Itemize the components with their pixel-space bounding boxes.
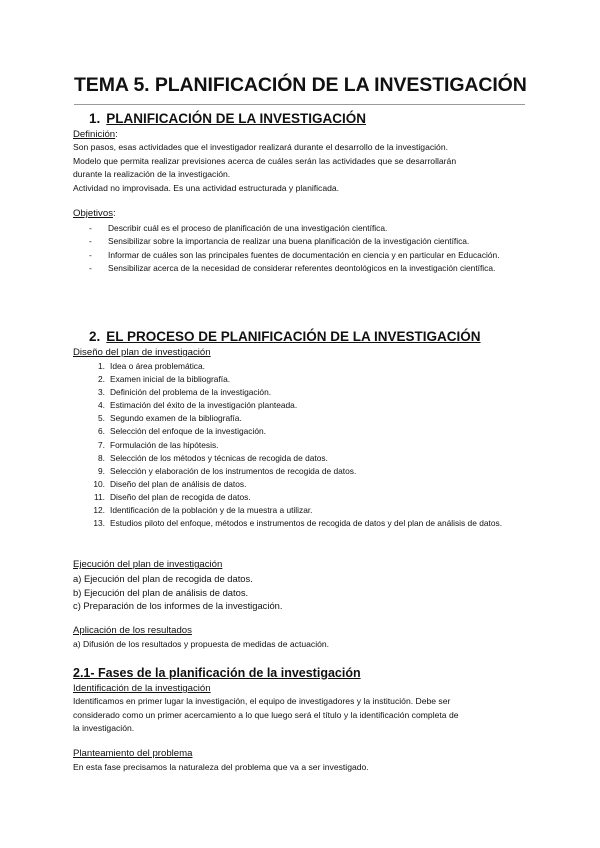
step-text: Estimación del éxito de la investigación planteada. bbox=[110, 400, 298, 411]
step-number: 5. bbox=[98, 413, 105, 424]
step-number: 6. bbox=[98, 426, 105, 437]
step-number: 8. bbox=[98, 452, 105, 463]
ejecucion-item: b) Ejecución del plan de análisis de datos. bbox=[73, 587, 249, 598]
step-text: Identificación de la población y de la muestra a utilizar. bbox=[110, 505, 313, 516]
list-item-text: Describir cuál es el proceso de planificación de una investigación científica. bbox=[108, 223, 388, 233]
section-2-heading bbox=[89, 329, 481, 344]
aplicacion-item: a) Difusión de los resultados y propuesta de medidas de actuación. bbox=[73, 639, 330, 649]
diseno-label: Diseño del plan de investigación bbox=[73, 347, 211, 358]
definicion-line: durante la realización de la investigación. bbox=[73, 169, 231, 179]
list-item bbox=[89, 386, 520, 399]
step-text: Selección del enfoque de la investigación. bbox=[110, 426, 266, 437]
step-number: 1. bbox=[98, 361, 105, 371]
step-number: 2. bbox=[98, 374, 105, 385]
identificacion-line: Identificamos en primer lugar la investigación, el equipo de investigadores y la institución. Debe ser bbox=[73, 696, 451, 706]
list-item bbox=[89, 465, 520, 478]
planteamiento-label: Planteamiento del problema bbox=[73, 748, 193, 759]
section-1-number: 1. bbox=[89, 111, 101, 126]
step-text: Examen inicial de la bibliografía. bbox=[110, 374, 231, 385]
step-text: Selección de los métodos y técnicas de recogida de datos. bbox=[110, 452, 328, 463]
step-number: 13. bbox=[93, 518, 105, 529]
list-item bbox=[89, 452, 520, 465]
step-number: 9. bbox=[98, 465, 105, 476]
list-item bbox=[89, 504, 520, 517]
step-text: Formulación de las hipótesis. bbox=[110, 439, 219, 450]
identificacion-line: considerado como un primer acercamiento a lo que luego será el título y la identificación completa de bbox=[73, 710, 459, 720]
definicion-line: Modelo que permita realizar previsiones acerca de cuáles serán las actividades que se desarrollarán bbox=[73, 156, 457, 166]
list-item bbox=[89, 262, 528, 275]
ejecucion-item: c) Preparación de los informes de la investigación. bbox=[73, 600, 283, 611]
list-item bbox=[89, 399, 520, 412]
list-item bbox=[89, 222, 528, 235]
ejecucion-label: Ejecución del plan de investigación bbox=[73, 559, 223, 570]
objetivos-label bbox=[73, 208, 116, 219]
ejecucion-item: a) Ejecución del plan de recogida de datos. bbox=[73, 573, 253, 584]
step-text: Diseño del plan de recogida de datos. bbox=[110, 491, 251, 502]
objetivos-list bbox=[89, 222, 528, 276]
step-number: 12. bbox=[93, 505, 105, 516]
list-item bbox=[89, 439, 520, 452]
step-number: 4. bbox=[98, 400, 105, 411]
step-text: Selección y elaboración de los instrumentos de recogida de datos. bbox=[110, 465, 357, 476]
dash-bullet: - bbox=[89, 223, 92, 233]
identificacion-line: la investigación. bbox=[73, 723, 135, 733]
dash-bullet: - bbox=[89, 236, 92, 247]
identificacion-label: Identificación de la investigación bbox=[73, 683, 211, 694]
list-item bbox=[89, 491, 520, 504]
list-item bbox=[89, 412, 520, 425]
definicion-line: Actividad no improvisada. Es una actividad estructurada y planificada. bbox=[73, 183, 340, 193]
list-item bbox=[89, 478, 520, 491]
list-item bbox=[89, 373, 520, 386]
section-1-title: PLANIFICACIÓN DE LA INVESTIGACIÓN bbox=[106, 111, 367, 126]
step-text: Definición del problema de la investigación. bbox=[110, 387, 272, 398]
step-text: Diseño del plan de análisis de datos. bbox=[110, 478, 247, 489]
title-divider bbox=[74, 104, 525, 105]
section-2-number: 2. bbox=[89, 329, 101, 344]
aplicacion-label: Aplicación de los resultados bbox=[73, 625, 192, 636]
diseno-steps-list bbox=[89, 360, 520, 530]
objetivos-label-text: Objetivos bbox=[73, 208, 113, 219]
step-text: Estudios piloto del enfoque, métodos e instrumentos de recogida de datos y del plan de análisis de datos. bbox=[110, 518, 503, 529]
list-item bbox=[89, 425, 520, 438]
list-item-text: Informar de cuáles son las principales fuentes de documentación en ciencia y en particular en Educación. bbox=[108, 249, 500, 260]
list-item bbox=[89, 235, 528, 248]
section-2-1-heading: 2.1- Fases de la planificación de la investigación bbox=[73, 666, 361, 680]
step-number: 10. bbox=[93, 478, 105, 489]
definicion-colon: : bbox=[115, 129, 118, 140]
document-title: TEMA 5. PLANIFICACIÓN DE LA INVESTIGACIÓN bbox=[74, 74, 527, 96]
objetivos-colon: : bbox=[113, 208, 116, 219]
definicion-label bbox=[73, 129, 118, 140]
dash-bullet: - bbox=[89, 263, 92, 274]
step-number: 7. bbox=[98, 439, 105, 450]
list-item bbox=[89, 249, 528, 262]
step-text: Segundo examen de la bibliografía. bbox=[110, 413, 242, 424]
list-item-text: Sensibilizar acerca de la necesidad de considerar referentes deontológicos en la investigación científica. bbox=[108, 263, 496, 274]
list-item bbox=[89, 360, 520, 373]
section-1-heading bbox=[89, 111, 366, 126]
step-number: 11. bbox=[93, 491, 105, 502]
step-number: 3. bbox=[98, 387, 105, 398]
definicion-line: Son pasos, esas actividades que el investigador realizará durante el desarrollo de la investigación. bbox=[73, 142, 449, 152]
list-item-text: Sensibilizar sobre la importancia de realizar una buena planificación de la investigación científica. bbox=[108, 236, 470, 247]
dash-bullet: - bbox=[89, 249, 92, 260]
definicion-label-text: Definición bbox=[73, 129, 116, 140]
planteamiento-line: En esta fase precisamos la naturaleza del problema que va a ser investigado. bbox=[73, 762, 369, 772]
section-2-title: EL PROCESO DE PLANIFICACIÓN DE LA INVESTIGACIÓN bbox=[106, 329, 481, 344]
list-item bbox=[89, 517, 520, 530]
step-text: Idea o área problemática. bbox=[110, 361, 205, 371]
